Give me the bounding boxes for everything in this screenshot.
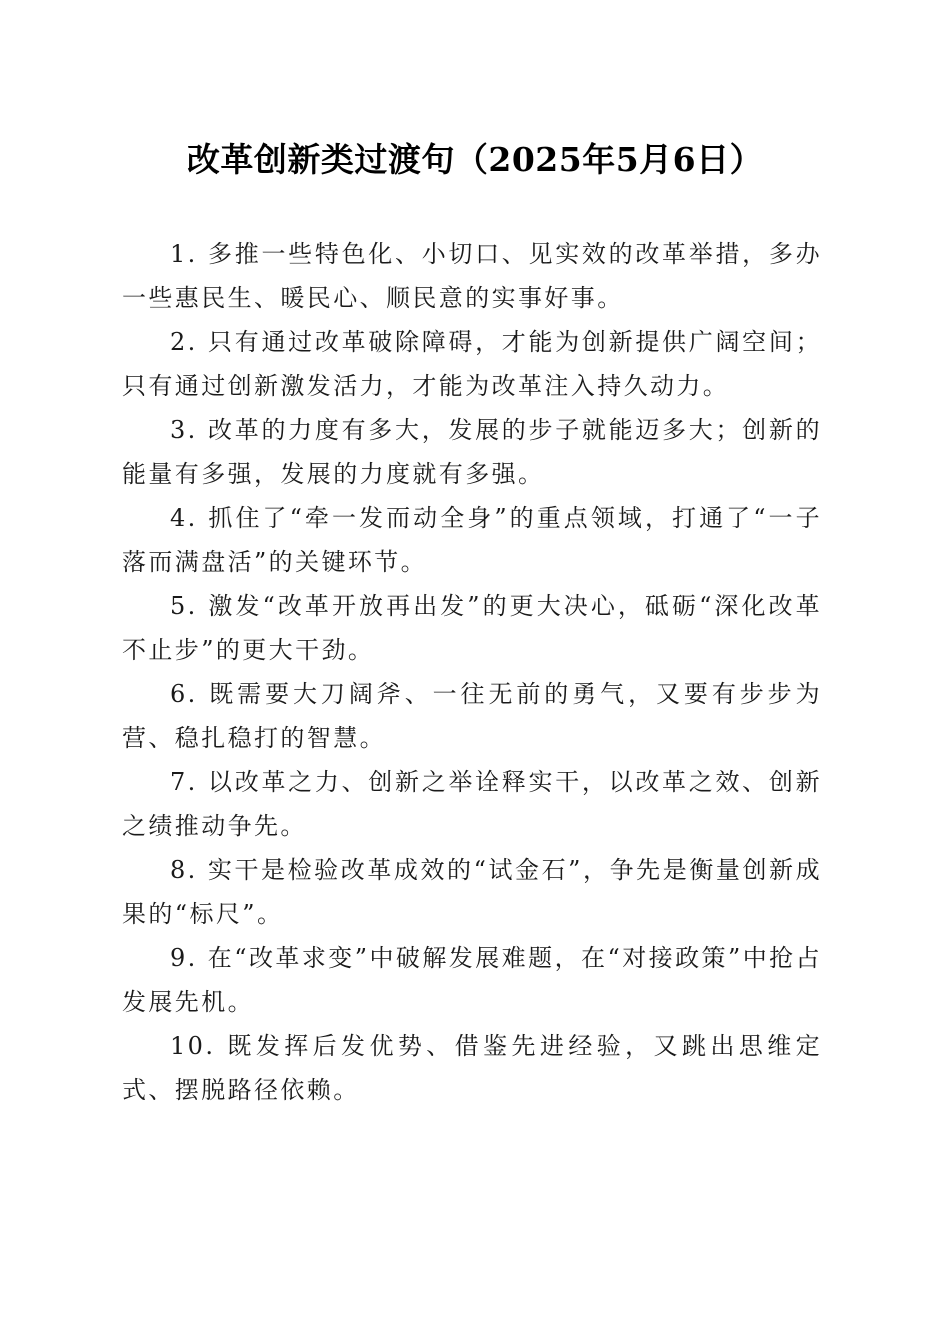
paragraph-4: 4. 抓住了“牵一发而动全身”的重点领域，打通了“一子落而满盘活”的关键环节。 [122,504,822,576]
paragraph-7: 7. 以改革之力、创新之举诠释实干，以改革之效、创新之绩推动争先。 [122,768,822,840]
document-body [122,232,822,1112]
paragraph-9: 9. 在“改革求变”中破解发展难题，在“对接政策”中抢占发展先机。 [122,944,822,1016]
paragraph-10: 10. 既发挥后发优势、借鉴先进经验，又跳出思维定式、摆脱路径依赖。 [122,1032,822,1104]
document-title: 改革创新类过渡句（2025年5月6日） [186,140,764,179]
paragraph-1: 1. 多推一些特色化、小切口、见实效的改革举措，多办一些惠民生、暖民心、顺民意的实事好事。 [122,240,822,312]
paragraph-3: 3. 改革的力度有多大，发展的步子就能迈多大；创新的能量有多强，发展的力度就有多强。 [122,416,822,488]
paragraph-5: 5. 激发“改革开放再出发”的更大决心，砥砺“深化改革不止步”的更大干劲。 [122,592,822,664]
paragraph-2: 2. 只有通过改革破除障碍，才能为创新提供广阔空间；只有通过创新激发活力，才能为改革注入持久动力。 [122,328,822,400]
paragraph-8: 8. 实干是检验改革成效的“试金石”，争先是衡量创新成果的“标尺”。 [122,856,822,928]
paragraph-6: 6. 既需要大刀阔斧、一往无前的勇气，又要有步步为营、稳扎稳打的智慧。 [122,680,822,752]
